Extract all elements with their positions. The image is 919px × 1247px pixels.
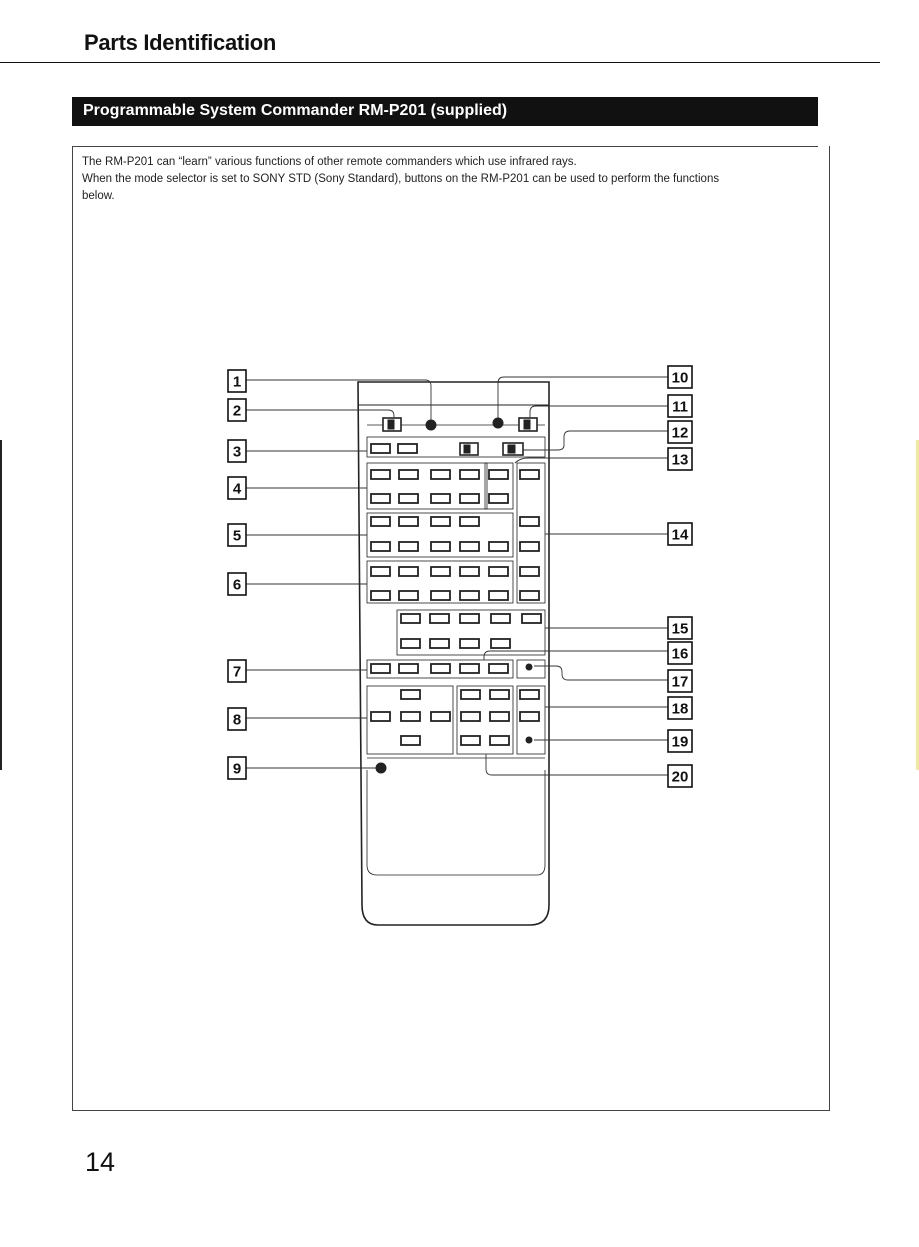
page-title: Parts Identification	[84, 30, 277, 55]
remote-button	[371, 542, 390, 551]
remote-button	[461, 736, 480, 745]
remote-button	[491, 614, 510, 623]
remote-button	[431, 517, 450, 526]
callout-number: 5	[232, 527, 242, 545]
callout-12	[668, 421, 692, 443]
remote-button	[460, 639, 479, 648]
callout-9	[228, 757, 246, 779]
remote-button	[520, 567, 539, 576]
remote-button	[520, 470, 539, 479]
callout-number: 16	[671, 645, 689, 663]
remote-button	[430, 614, 449, 623]
remote-button	[520, 591, 539, 600]
remote-button	[489, 591, 508, 600]
callout-number: 15	[671, 620, 689, 638]
callout-number: 8	[232, 711, 242, 729]
callout-number: 14	[671, 526, 689, 544]
callout-8	[228, 708, 246, 730]
remote-button	[490, 690, 509, 699]
remote-button	[460, 542, 479, 551]
callout-number: 6	[232, 576, 242, 594]
callout-number: 17	[671, 673, 689, 691]
remote-button	[489, 542, 508, 551]
remote-button	[431, 494, 450, 503]
remote-button	[460, 517, 479, 526]
callout-5	[228, 524, 246, 546]
page-number: 14	[85, 1147, 116, 1177]
callout-number: 1	[232, 373, 242, 391]
remote-buttons	[371, 444, 541, 745]
remote-button	[490, 736, 509, 745]
remote-button	[460, 664, 479, 673]
callout-14	[668, 523, 692, 545]
remote-button	[431, 712, 450, 721]
remote-button	[431, 591, 450, 600]
remote-button	[520, 712, 539, 721]
remote-button	[371, 517, 390, 526]
callout-number: 10	[671, 369, 689, 387]
remote-button	[431, 470, 450, 479]
callout-11	[668, 395, 692, 417]
remote-button	[430, 639, 449, 648]
remote-button	[431, 542, 450, 551]
callout-number: 20	[671, 768, 689, 786]
remote-body	[358, 382, 549, 925]
remote-button	[520, 542, 539, 551]
remote-button	[520, 517, 539, 526]
callout-15	[668, 617, 692, 639]
remote-button	[401, 614, 420, 623]
remote-button	[489, 664, 508, 673]
section-heading: Programmable System Commander RM-P201 (supplied)	[72, 97, 818, 126]
remote-button	[371, 494, 390, 503]
intro-line-2: When the mode selector is set to SONY STD (Sony Standard), buttons on the RM-P201 can be used to perform the functions	[82, 173, 720, 185]
remote-button	[460, 470, 479, 479]
remote-button	[489, 567, 508, 576]
remote-button	[461, 712, 480, 721]
remote-button	[460, 494, 479, 503]
remote-button	[401, 736, 420, 745]
callout-19	[668, 730, 692, 752]
callout-7	[228, 660, 246, 682]
callout-number: 18	[671, 700, 689, 718]
callout-17	[668, 670, 692, 692]
callout-number: 19	[671, 733, 689, 751]
callout-10	[668, 366, 692, 388]
remote-button	[460, 614, 479, 623]
remote-button	[489, 494, 508, 503]
callout-number: 2	[232, 402, 242, 420]
remote-button	[520, 690, 539, 699]
remote-button	[490, 712, 509, 721]
remote-button	[399, 567, 418, 576]
callout-number: 12	[671, 424, 689, 442]
remote-button	[399, 591, 418, 600]
remote-button	[401, 690, 420, 699]
remote-button	[399, 542, 418, 551]
callout-number: 13	[671, 451, 689, 469]
remote-button	[399, 664, 418, 673]
remote-button	[371, 444, 390, 453]
remote-button	[461, 690, 480, 699]
remote-button	[371, 567, 390, 576]
remote-button	[399, 517, 418, 526]
remote-button	[491, 639, 510, 648]
callout-1	[228, 370, 246, 392]
remote-button	[371, 591, 390, 600]
intro-line-3: below.	[82, 190, 115, 202]
remote-button	[371, 664, 390, 673]
remote-button	[371, 470, 390, 479]
callout-number: 9	[232, 760, 242, 778]
callout-20	[668, 765, 692, 787]
callout-4	[228, 477, 246, 499]
remote-button	[431, 664, 450, 673]
callout-number: 3	[232, 443, 242, 461]
callout-3	[228, 440, 246, 462]
callout-16	[668, 642, 692, 664]
remote-button	[401, 639, 420, 648]
callout-number: 7	[232, 663, 242, 681]
callout-18	[668, 697, 692, 719]
remote-button	[399, 470, 418, 479]
remote-button	[398, 444, 417, 453]
remote-button	[522, 614, 541, 623]
remote-button	[460, 567, 479, 576]
remote-button	[460, 591, 479, 600]
remote-button	[431, 567, 450, 576]
remote-button	[399, 494, 418, 503]
remote-button	[489, 470, 508, 479]
callout-6	[228, 573, 246, 595]
callout-2	[228, 399, 246, 421]
intro-line-1: The RM-P201 can “learn” various functions of other remote commanders which use infrared rays.	[82, 156, 577, 168]
callout-13	[668, 448, 692, 470]
callout-number: 4	[232, 480, 242, 498]
remote-button	[371, 712, 390, 721]
remote-button	[401, 712, 420, 721]
callout-number: 11	[672, 398, 688, 416]
